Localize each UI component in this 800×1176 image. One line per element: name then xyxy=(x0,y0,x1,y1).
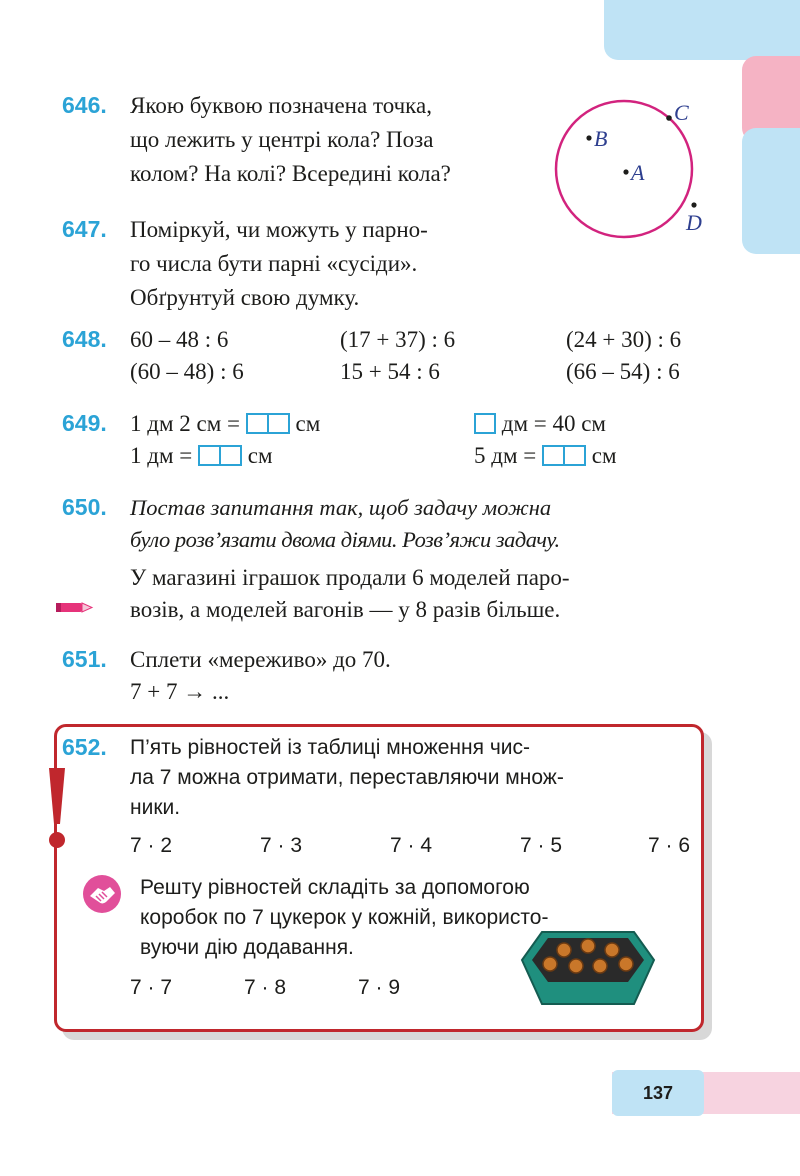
exercise-652-line-3: ники. xyxy=(130,796,181,819)
exercise-651-line-2: 7 + 7 → ... xyxy=(130,679,230,704)
exercise-652-line-5: коробок по 7 цукерок у кожній, використо- xyxy=(140,906,549,929)
exercise-650-text-line-1: У магазині іграшок продали 6 моделей паро- xyxy=(130,565,570,590)
product-652-4: 7 · 5 xyxy=(520,834,563,857)
conversion-649-1 xyxy=(130,408,320,439)
exercise-650-text-line-2: возів, а моделей вагонів — у 8 разів більше. xyxy=(130,597,561,622)
expression-648-5: 15 + 54 : 6 xyxy=(340,359,440,384)
product-652-1: 7 · 2 xyxy=(130,834,173,857)
answer-box-one-digit[interactable] xyxy=(474,413,496,434)
exercise-647-line-3: Обґрунтуй свою думку. xyxy=(130,285,360,310)
conversion-649-1-text: 1 дм 2 см = xyxy=(130,411,240,436)
expression-648-4: (60 – 48) : 6 xyxy=(130,359,244,384)
exercise-647-line-1: Поміркуй, чи можуть у парно- xyxy=(130,217,428,242)
expression-648-1: 60 – 48 : 6 xyxy=(130,327,229,352)
conversion-649-4-unit: см xyxy=(591,443,617,468)
conversion-649-3 xyxy=(474,408,606,439)
pencil-icon xyxy=(54,598,94,616)
exercise-646-number: 646. xyxy=(62,92,107,118)
corner-tab-blue xyxy=(604,0,800,60)
point-d-dot xyxy=(691,202,696,207)
exercise-652-line-1: П’ять рівностей із таблиці множення чис- xyxy=(130,736,530,759)
point-a-label: A xyxy=(631,160,645,185)
answer-box-two-digit[interactable] xyxy=(246,413,290,434)
exercise-650-task-line-2: було розв’язати двома діями. Розв’яжи задачу. xyxy=(130,527,560,552)
answer-box-two-digit[interactable] xyxy=(542,445,586,466)
product-652-5: 7 · 6 xyxy=(648,834,691,857)
exercise-646-line-2: що лежить у центрі кола? Поза xyxy=(130,127,434,152)
conversion-649-2 xyxy=(130,440,273,471)
exercise-652-line-6: вуючи дію додавання. xyxy=(140,936,354,959)
candy-box-icon xyxy=(520,930,656,1006)
circle-diagram xyxy=(548,92,718,252)
point-b-label: B xyxy=(594,126,608,151)
handshake-icon xyxy=(82,874,122,914)
exercise-647-line-2: го числа бути парні «сусіди». xyxy=(130,251,418,276)
product-652-8: 7 · 9 xyxy=(358,976,401,999)
exercise-652-line-2: ла 7 можна отримати, переставляючи множ- xyxy=(130,766,564,789)
exercise-646-line-1: Якою буквою позначена точка, xyxy=(130,93,432,118)
exercise-652-line-4: Решту рівностей складіть за допомогою xyxy=(140,876,530,899)
expression-648-6: (66 – 54) : 6 xyxy=(566,359,680,384)
conversion-649-2-text: 1 дм = xyxy=(130,443,193,468)
point-c-dot xyxy=(666,115,672,121)
answer-box-two-digit[interactable] xyxy=(198,445,242,466)
conversion-649-4 xyxy=(474,440,617,471)
page-number: 137 xyxy=(612,1070,704,1116)
expression-648-3: (24 + 30) : 6 xyxy=(566,327,682,352)
product-652-7: 7 · 8 xyxy=(244,976,287,999)
conversion-649-1-unit: см xyxy=(295,411,321,436)
exercise-650-number: 650. xyxy=(62,494,107,520)
conversion-649-3-text: дм = 40 см xyxy=(501,411,606,436)
conversion-649-2-unit: см xyxy=(247,443,273,468)
exercise-649-number: 649. xyxy=(62,410,107,436)
conversion-649-4-text: 5 дм = xyxy=(474,443,537,468)
side-tab-blue xyxy=(742,128,800,254)
exercise-650-task-line-1: Постав запитання так, щоб задачу можна xyxy=(130,495,552,520)
product-652-6: 7 · 7 xyxy=(130,976,173,999)
exercise-651-line-1: Сплети «мереживо» до 70. xyxy=(130,647,391,672)
product-652-2: 7 · 3 xyxy=(260,834,303,857)
point-c-label: C xyxy=(674,100,689,125)
exercise-651-number: 651. xyxy=(62,646,107,672)
exercise-652-number: 652. xyxy=(62,734,107,760)
exercise-648-number: 648. xyxy=(62,326,107,352)
point-d-label: D xyxy=(686,210,702,235)
exercise-646-line-3: колом? На колі? Всередині кола? xyxy=(130,161,451,186)
expression-648-2: (17 + 37) : 6 xyxy=(340,327,456,352)
exercise-647-number: 647. xyxy=(62,216,107,242)
circle-outline xyxy=(556,101,692,237)
product-652-3: 7 · 4 xyxy=(390,834,433,857)
point-a-dot xyxy=(623,169,628,174)
exclamation-icon xyxy=(44,766,70,852)
point-b-dot xyxy=(586,135,591,140)
